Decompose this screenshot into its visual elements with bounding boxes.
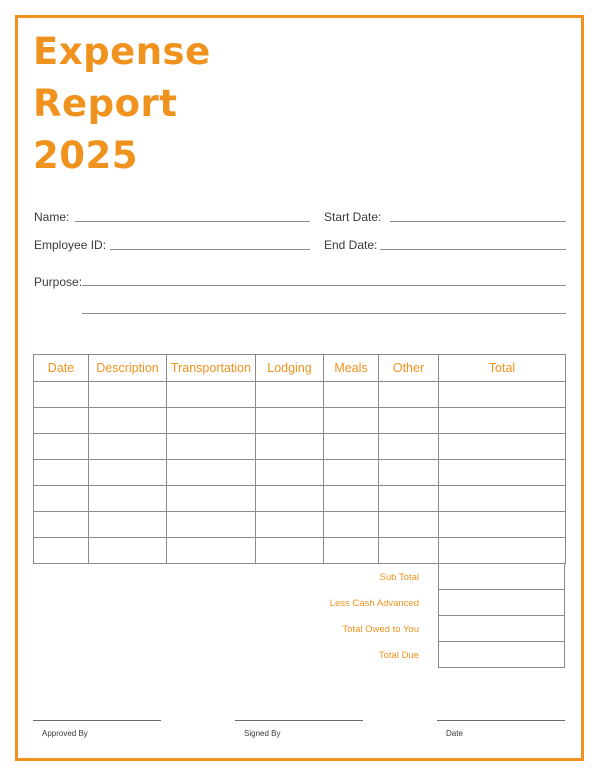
table-cell[interactable]	[256, 408, 324, 434]
summary-table	[438, 563, 565, 668]
table-cell[interactable]	[89, 486, 167, 512]
table-row	[439, 564, 565, 590]
signed-by-label: Signed By	[244, 729, 281, 738]
table-row	[439, 616, 565, 642]
signed-by-line[interactable]	[235, 720, 363, 721]
end-date-label: End Date:	[324, 238, 378, 252]
total-owed-cell[interactable]	[439, 616, 565, 642]
name-field[interactable]	[75, 221, 310, 222]
purpose-label: Purpose:	[34, 275, 83, 289]
table-cell[interactable]	[34, 434, 89, 460]
employee-id-field[interactable]	[110, 249, 310, 250]
purpose-field-line-1[interactable]	[82, 285, 566, 286]
table-cell[interactable]	[34, 408, 89, 434]
sub-total-label: Sub Total	[379, 572, 419, 583]
table-cell[interactable]	[167, 486, 256, 512]
table-cell[interactable]	[324, 408, 379, 434]
table-cell[interactable]	[256, 434, 324, 460]
table-cell[interactable]	[379, 382, 439, 408]
expense-table	[33, 354, 566, 564]
table-row	[34, 538, 566, 564]
name-label: Name:	[34, 210, 70, 224]
table-cell[interactable]	[167, 434, 256, 460]
employee-id-label: Employee ID:	[34, 238, 107, 252]
table-cell[interactable]	[256, 382, 324, 408]
table-cell[interactable]	[89, 538, 167, 564]
less-cash-advanced-cell[interactable]	[439, 590, 565, 616]
approved-by-label: Approved By	[42, 729, 88, 738]
table-cell[interactable]	[439, 512, 566, 538]
purpose-field-line-2[interactable]	[82, 313, 566, 314]
end-date-field[interactable]	[380, 249, 566, 250]
table-row	[439, 642, 565, 668]
column-header-meals: Meals	[324, 355, 379, 382]
table-row	[439, 590, 565, 616]
total-due-cell[interactable]	[439, 642, 565, 668]
sub-total-cell[interactable]	[439, 564, 565, 590]
table-row	[34, 486, 566, 512]
column-header-description: Description	[89, 355, 167, 382]
report-title	[33, 26, 293, 182]
table-cell[interactable]	[439, 460, 566, 486]
table-cell[interactable]	[379, 486, 439, 512]
table-cell[interactable]	[379, 512, 439, 538]
table-cell[interactable]	[89, 512, 167, 538]
column-header-other: Other	[379, 355, 439, 382]
table-cell[interactable]	[89, 382, 167, 408]
table-cell[interactable]	[324, 382, 379, 408]
total-owed-label: Total Owed to You	[342, 624, 419, 635]
table-row	[34, 460, 566, 486]
column-header-total: Total	[439, 355, 566, 382]
approved-by-line[interactable]	[33, 720, 161, 721]
date-line[interactable]	[437, 720, 565, 721]
table-cell[interactable]	[167, 538, 256, 564]
table-cell[interactable]	[167, 512, 256, 538]
title-line-1: Expense	[33, 30, 211, 73]
start-date-label: Start Date:	[324, 210, 382, 224]
table-cell[interactable]	[256, 538, 324, 564]
table-cell[interactable]	[167, 408, 256, 434]
start-date-field[interactable]	[390, 221, 566, 222]
table-cell[interactable]	[379, 538, 439, 564]
title-line-3: 2025	[33, 134, 138, 177]
table-cell[interactable]	[439, 382, 566, 408]
table-cell[interactable]	[439, 538, 566, 564]
table-cell[interactable]	[34, 538, 89, 564]
table-cell[interactable]	[324, 434, 379, 460]
date-label: Date	[446, 729, 463, 738]
table-cell[interactable]	[324, 486, 379, 512]
table-cell[interactable]	[89, 460, 167, 486]
table-cell[interactable]	[256, 486, 324, 512]
table-cell[interactable]	[379, 434, 439, 460]
table-row	[34, 382, 566, 408]
table-row	[34, 434, 566, 460]
table-cell[interactable]	[89, 408, 167, 434]
table-cell[interactable]	[34, 382, 89, 408]
less-cash-advanced-label: Less Cash Advanced	[329, 598, 419, 609]
table-cell[interactable]	[34, 486, 89, 512]
table-row	[34, 512, 566, 538]
table-cell[interactable]	[439, 408, 566, 434]
table-cell[interactable]	[167, 382, 256, 408]
column-header-lodging: Lodging	[256, 355, 324, 382]
table-cell[interactable]	[256, 460, 324, 486]
table-cell[interactable]	[89, 434, 167, 460]
table-cell[interactable]	[34, 460, 89, 486]
table-cell[interactable]	[439, 434, 566, 460]
table-row	[34, 408, 566, 434]
table-cell[interactable]	[34, 512, 89, 538]
table-cell[interactable]	[167, 460, 256, 486]
table-header-row	[34, 355, 566, 382]
table-cell[interactable]	[379, 460, 439, 486]
total-due-label: Total Due	[378, 650, 419, 661]
title-line-2: Report	[33, 82, 178, 125]
table-cell[interactable]	[439, 486, 566, 512]
table-cell[interactable]	[324, 460, 379, 486]
column-header-transportation: Transportation	[167, 355, 256, 382]
table-cell[interactable]	[324, 512, 379, 538]
table-cell[interactable]	[324, 538, 379, 564]
table-cell[interactable]	[379, 408, 439, 434]
table-cell[interactable]	[256, 512, 324, 538]
column-header-date: Date	[34, 355, 89, 382]
